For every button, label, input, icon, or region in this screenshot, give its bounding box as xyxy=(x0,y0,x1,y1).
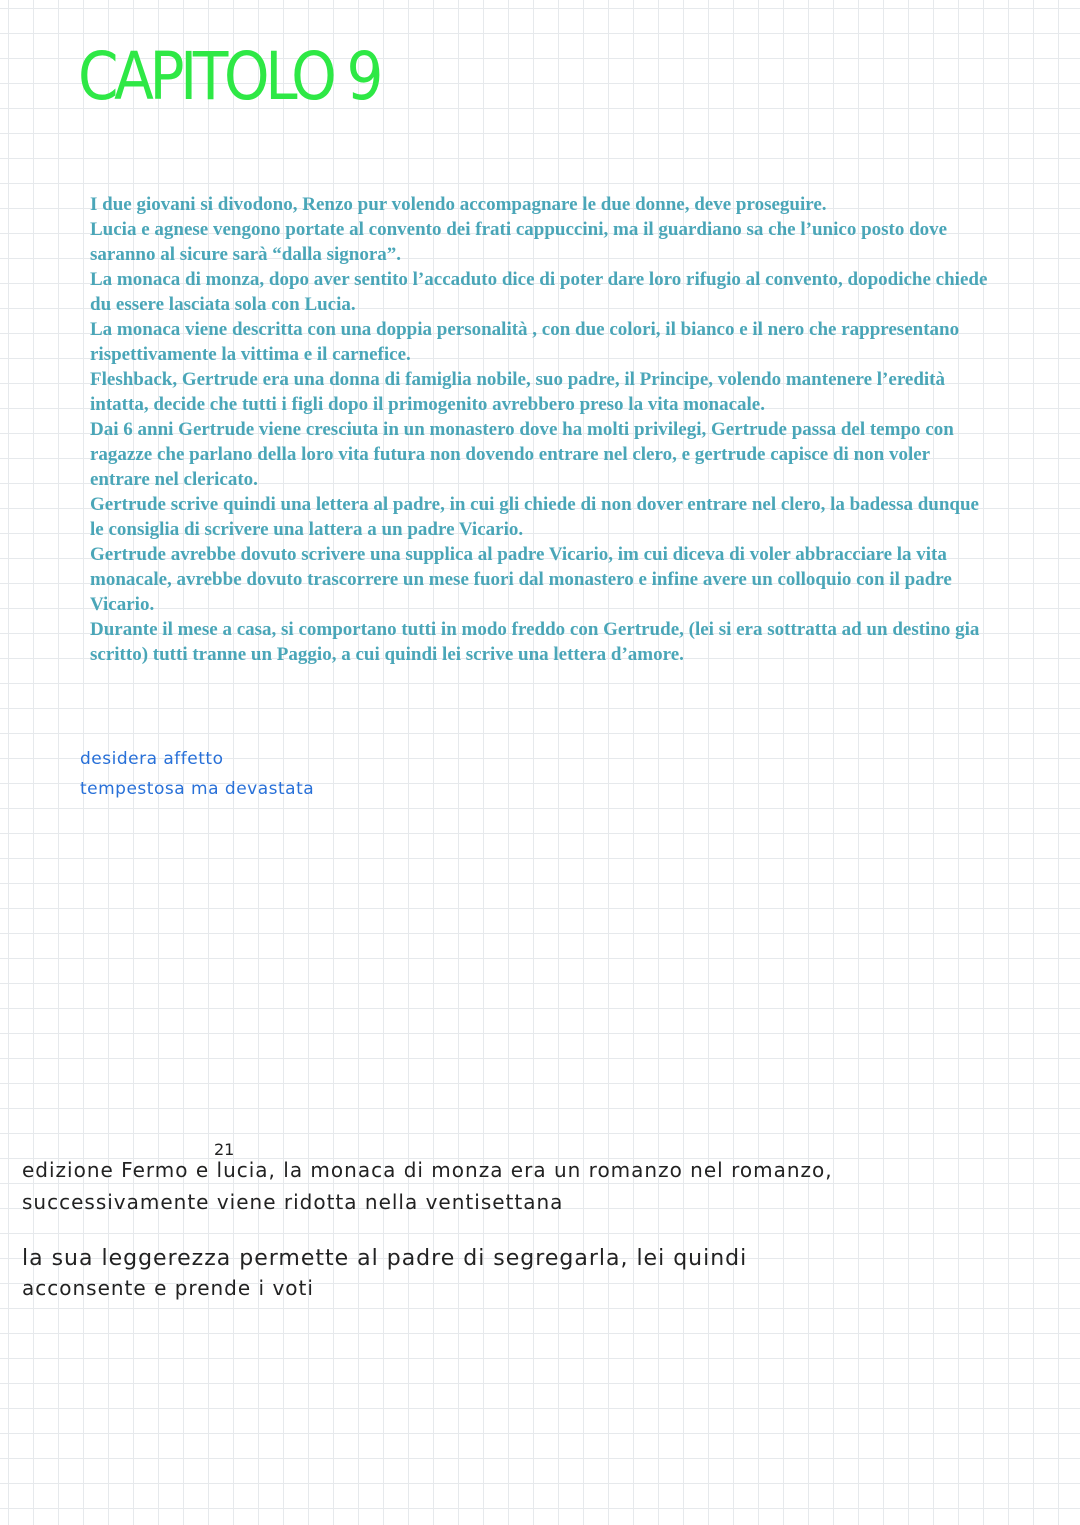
superscript-note: 21 xyxy=(214,1140,235,1159)
black-note-line: edizione Fermo e lucia, la monaca di monza era un romanzo nel romanzo, xyxy=(22,1158,833,1182)
paragraph: Fleshback, Gertrude era una donna di famiglia nobile, suo padre, il Principe, volendo mantenere l’eredità intatta, decide che tutti i figli dopo il primogenito avrebbero preso la vita monacale. xyxy=(90,369,946,415)
blue-note: desidera affetto xyxy=(80,749,224,769)
handwritten-blue-notes xyxy=(80,744,314,804)
blue-note: tempestosa ma devastata xyxy=(80,779,315,799)
page-title: CAPITOLO 9 xyxy=(78,38,380,115)
paragraph: Gertrude avrebbe dovuto scrivere una supplica al padre Vicario, im cui diceva di voler abbracciare la vita monacale, avrebbe dovuto trascorrere un mese fuori dal monastero e infine avere un colloquio con il padre Vicario. xyxy=(90,544,952,615)
black-note-line: acconsente e prende i voti xyxy=(22,1276,314,1300)
black-note-line: la sua leggerezza permette al padre di segregarla, lei quindi xyxy=(22,1246,748,1271)
paragraph: La monaca viene descritta con una doppia personalità , con due colori, il bianco e il nero che rappresentano rispettivamente la vittima e il carnefice. xyxy=(90,319,960,365)
black-note-line: successivamente viene ridotta nella ventisettana xyxy=(22,1190,564,1214)
paragraph: Gertrude scrive quindi una lettera al padre, in cui gli chiede di non dover entrare nel clero, la badessa dunque le consiglia di scrivere una lattera a un padre Vicario. xyxy=(90,494,979,540)
paragraph: Lucia e agnese vengono portate al convento dei frati cappuccini, ma il guardiano sa che l’unico posto dove saranno al sicure sarà “dalla signora”. xyxy=(90,219,948,265)
paragraph: I due giovani si divodono, Renzo pur volendo accompagnare le due donne, deve proseguire. xyxy=(90,194,827,215)
paragraph: Dai 6 anni Gertrude viene cresciuta in un monastero dove ha molti privilegi, Gertrude passa del tempo con ragazze che parlano della loro vita futura non dovendo entrare nel clero, e gertrude capisce di non voler entrare nel clericato. xyxy=(90,419,954,490)
paragraph: Durante il mese a casa, si comportano tutti in modo freddo con Gertrude, (lei si era sottratta ad un destino gia scritto) tutti tranne un Paggio, a cui quindi lei scrive una lettera d’amore. xyxy=(90,619,980,665)
paragraph: La monaca di monza, dopo aver sentito l’accaduto dice di poter dare loro rifugio al convento, dopodiche chiede du essere lasciata sola con Lucia. xyxy=(90,269,988,315)
typed-notes xyxy=(90,192,990,667)
